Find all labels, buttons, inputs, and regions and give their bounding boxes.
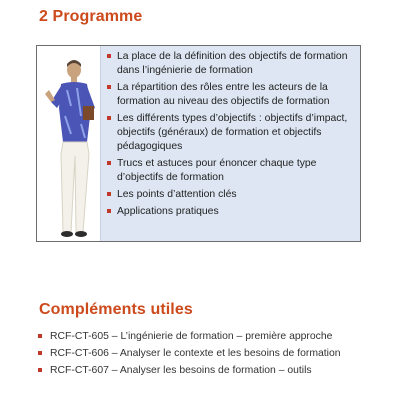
list-item-text: Trucs et astuces pour énoncer chaque type d’objectifs de formation: [117, 158, 317, 183]
list-item: [117, 188, 356, 202]
programme-box: [36, 45, 361, 242]
list-item-text: RCF-CT-607 – Analyser les besoins de formation – outils: [50, 365, 312, 377]
square-bullet-icon: [107, 192, 111, 196]
list-item-text: Applications pratiques: [117, 206, 219, 218]
complements-list: [36, 330, 366, 381]
square-bullet-icon: [107, 161, 111, 165]
list-item-text: RCF-CT-605 – L’ingénierie de formation – première approche: [50, 331, 333, 342]
square-bullet-icon: [107, 116, 111, 120]
list-item-text: La place de la définition des objectifs de formation dans l’ingénierie de formation: [117, 51, 348, 76]
list-item: [117, 81, 356, 109]
programme-list-panel: [100, 46, 360, 241]
list-item-text: RCF-CT-606 – Analyser le contexte et les besoins de formation: [50, 348, 341, 360]
list-item: [117, 112, 356, 153]
square-bullet-icon: [38, 351, 42, 355]
list-item-text: Les différents types d’objectifs : objectifs d’impact, objectifs (généraux) de formation et objectifs pédagogiques: [117, 113, 348, 152]
list-item-text: Les points d’attention clés: [117, 189, 237, 201]
list-item: [117, 157, 356, 185]
list-item: [36, 347, 366, 361]
presenter-illustration: [37, 46, 100, 241]
list-item-text: La répartition des rôles entre les acteurs de la formation au niveau des objectifs de formation: [117, 82, 330, 107]
list-item: [117, 50, 356, 78]
list-item: [36, 364, 366, 378]
complements-title: Compléments utiles: [39, 301, 193, 318]
square-bullet-icon: [107, 85, 111, 89]
square-bullet-icon: [38, 368, 42, 372]
square-bullet-icon: [107, 209, 111, 213]
list-item: [36, 330, 366, 344]
square-bullet-icon: [38, 334, 42, 338]
square-bullet-icon: [107, 54, 111, 58]
presenter-figure-icon: [37, 46, 100, 241]
programme-list: [101, 46, 360, 219]
list-item: [117, 205, 356, 219]
programme-title: 2 Programme: [39, 8, 143, 25]
